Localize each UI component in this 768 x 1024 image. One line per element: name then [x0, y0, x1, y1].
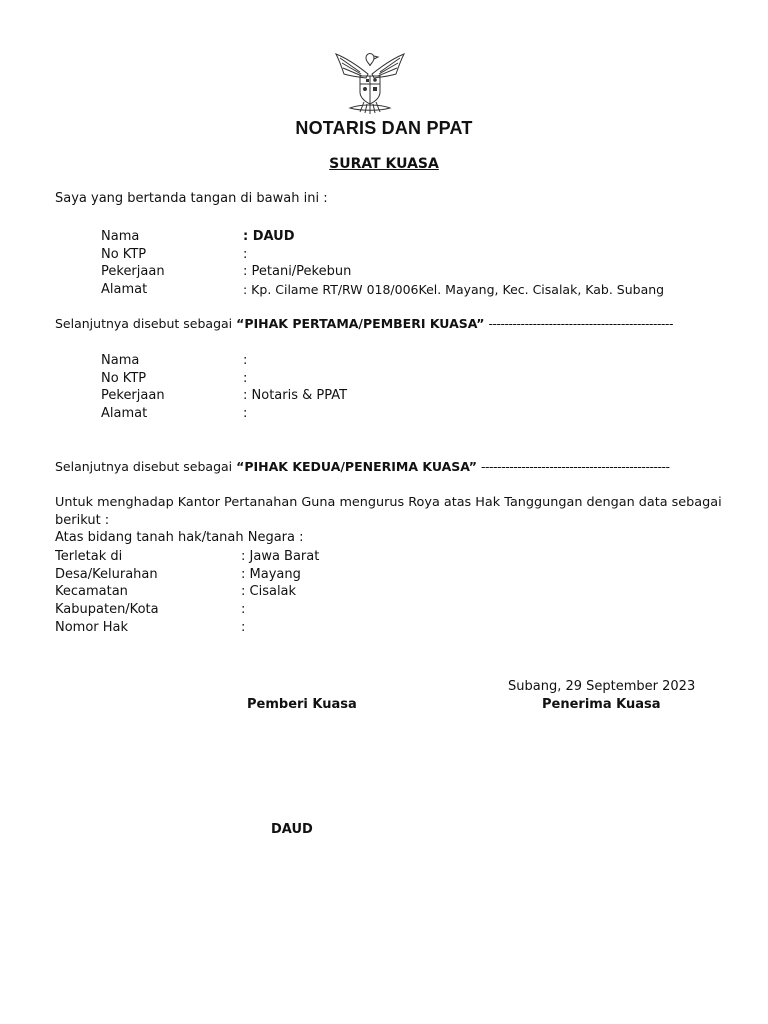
land-regency-row [55, 601, 695, 619]
field-value: : Petani/Pekebun [243, 264, 352, 279]
field-value: : Cisalak [241, 584, 297, 599]
designation-prefix: Selanjutnya disebut sebagai [55, 316, 237, 331]
document-title: SURAT KUASA [329, 156, 439, 172]
land-intro: Atas bidang tanah hak/tanah Negara : [55, 530, 304, 545]
field-label: No KTP [101, 371, 147, 386]
land-district-row [55, 583, 695, 601]
field-value: : Jawa Barat [241, 549, 320, 564]
intro-text: Saya yang bertanda tangan di bawah ini : [55, 191, 328, 206]
giver-signature-label: Pemberi Kuasa [247, 697, 357, 712]
field-value: : [241, 620, 246, 635]
giver-signature-name: DAUD [271, 822, 313, 837]
party-one-address-row [101, 281, 741, 299]
field-value: : Mayang [241, 567, 301, 582]
field-label: No KTP [101, 247, 147, 262]
field-label: Pekerjaan [101, 264, 165, 279]
receiver-signature-label: Penerima Kuasa [542, 697, 661, 712]
land-village-row [55, 566, 695, 584]
party-two-ktp-row [101, 370, 741, 388]
office-title: NOTARIS DAN PPAT [295, 118, 473, 138]
purpose-line-1: Untuk menghadap Kantor Pertanahan Guna mengurus Roya atas Hak Tanggungan dengan data sebagai [55, 495, 722, 510]
field-label: Nama [101, 353, 140, 368]
party-two-designation [55, 459, 670, 474]
purpose-line-2: berikut : [55, 513, 110, 528]
field-label: Desa/Kelurahan [55, 567, 158, 582]
party-one-designation [55, 316, 673, 331]
field-value: : [243, 353, 248, 368]
party-two-name-row [101, 352, 741, 370]
field-value: : Kp. Cilame RT/RW 018/006Kel. Mayang, Kec. Cisalak, Kab. Subang [243, 282, 665, 297]
designation-label: “PIHAK PERTAMA/PEMBERI KUASA” [236, 316, 485, 331]
designation-prefix: Selanjutnya disebut sebagai [55, 459, 237, 474]
land-location-row [55, 548, 695, 566]
party-one-occupation-row [101, 263, 741, 281]
land-right-number-row [55, 619, 695, 637]
field-value: : [243, 371, 248, 386]
garuda-emblem-icon [330, 44, 410, 116]
field-value: : DAUD [243, 229, 295, 244]
designation-dashes: ---------------------------------------------- [488, 316, 673, 331]
field-label: Nomor Hak [55, 620, 129, 635]
field-value: : Notaris & PPAT [243, 388, 348, 403]
field-label: Kabupaten/Kota [55, 602, 159, 617]
field-label: Nama [101, 229, 140, 244]
designation-dashes: ----------------------------------------------- [481, 459, 670, 474]
party-one-name-row [101, 228, 741, 246]
field-label: Kecamatan [55, 584, 128, 599]
field-label: Alamat [101, 406, 148, 421]
party-two-occupation-row [101, 387, 741, 405]
field-label: Terletak di [55, 549, 123, 564]
designation-label: “PIHAK KEDUA/PENERIMA KUASA” [236, 459, 478, 474]
party-two-address-row [101, 405, 741, 423]
field-value: : [243, 247, 248, 262]
field-value: : [243, 406, 248, 421]
field-value: : [241, 602, 246, 617]
field-label: Pekerjaan [101, 388, 165, 403]
field-label: Alamat [101, 282, 148, 297]
place-date: Subang, 29 September 2023 [508, 679, 696, 694]
party-one-ktp-row [101, 246, 741, 264]
